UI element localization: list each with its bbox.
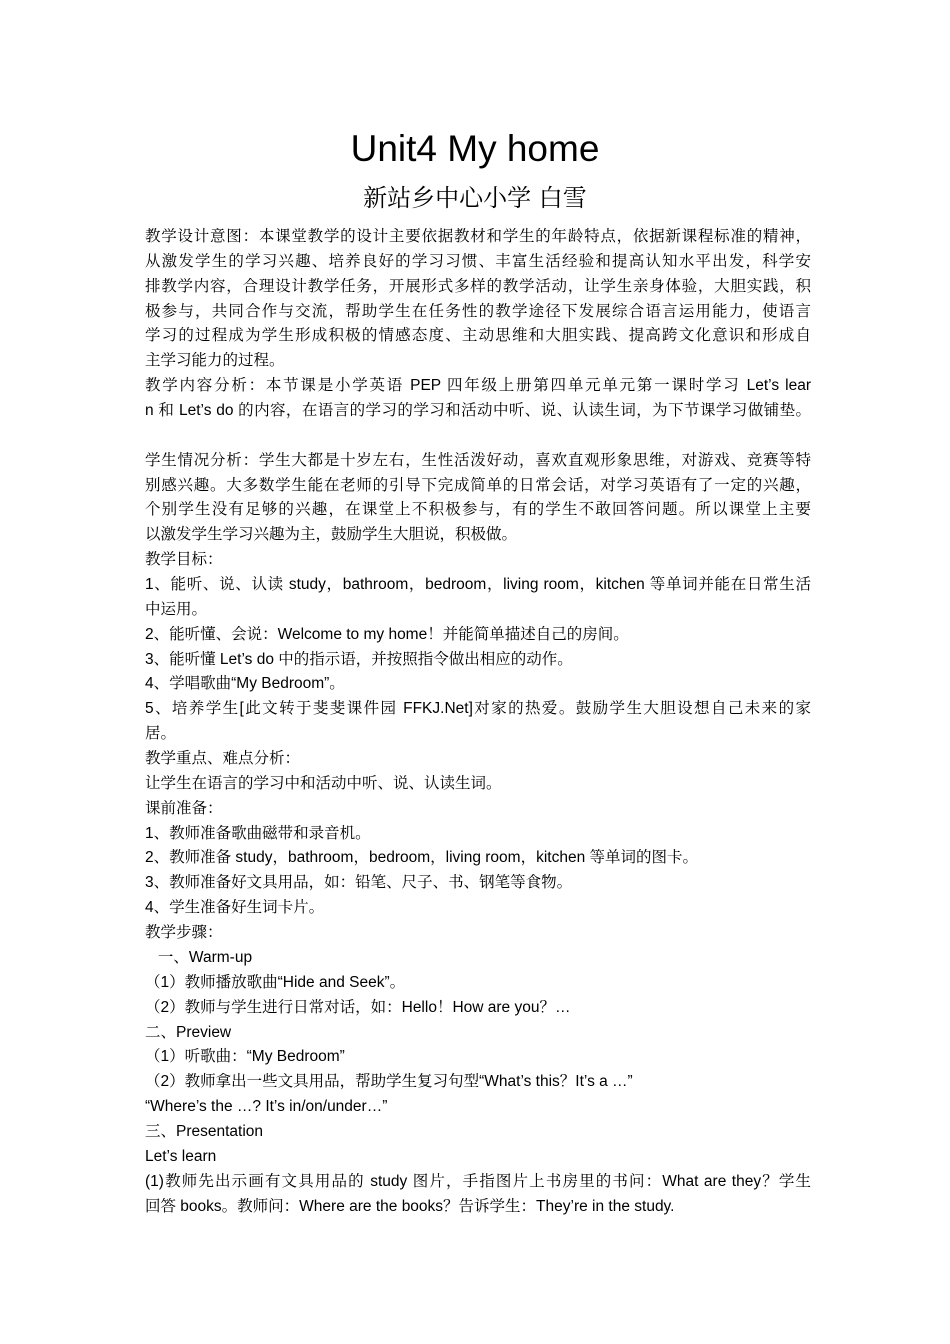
document-body	[145, 225, 811, 1219]
text-line: 教学步骤：	[145, 924, 223, 942]
text-line: 主学习能力的过程。	[145, 352, 285, 370]
text-line: 教学目标：	[145, 551, 223, 569]
text-line: 1、教师准备歌曲磁带和录音机。	[145, 824, 371, 842]
document-subtitle: 新站乡中心小学 白雪	[363, 184, 587, 212]
blank-line	[145, 424, 811, 449]
text-line: （2）教师拿出一些文具用品，帮助学生复习句型“What’s this？It’s a …”	[145, 1073, 633, 1091]
text-line: 1、能听、说、认读 study，bathroom，bedroom，living room，kitchen 等单词并能在日常生活	[145, 576, 811, 594]
text-line: 4、学生准备好生词卡片。	[145, 899, 325, 917]
text-line: 3、能听懂 Let’s do 中的指示语，并按照指令做出相应的动作。	[145, 650, 573, 668]
text-line: 教学重点、难点分析：	[145, 750, 301, 768]
text-line: (1)教师先出示画有文具用品的 study 图片，手指图片上书房里的书问：What are they？学生	[145, 1172, 811, 1190]
text-line: 5、培养学生[此文转于斐斐课件园 FFKJ.Net]对家的热爱。鼓励学生大胆设想自己未来的家	[145, 700, 811, 718]
text-line: 学习的过程成为学生形成积极的情感态度、主动思维和大胆实践、提高跨文化意识和形成自	[145, 327, 811, 345]
text-line: 课前准备：	[145, 799, 223, 817]
text-line: 教学设计意图：本课堂教学的设计主要依据教材和学生的年龄特点，依据新课程标准的精神，	[145, 228, 811, 245]
text-line: （2）教师与学生进行日常对话，如：Hello！How are you？…	[145, 998, 571, 1016]
text-line: 极参与，共同合作与交流，帮助学生在任务性的教学途径下发展综合语言运用能力，使语言	[145, 302, 811, 320]
text-line: 二、Preview	[145, 1023, 232, 1041]
text-line: 2、能听懂、会说：Welcome to my home！并能简单描述自己的房间。	[145, 625, 629, 643]
text-line: 中运用。	[145, 600, 208, 618]
text-line: 学生情况分析：学生大都是十岁左右，生性活泼好动，喜欢直观形象思维，对游戏、竞赛等特	[145, 451, 811, 469]
text-line: （1）教师播放歌曲“Hide and Seek”。	[145, 973, 406, 991]
text-line: （1）听歌曲：“My Bedroom”	[145, 1048, 345, 1066]
text-line: 个别学生没有足够的兴趣，在课堂上不积极参与，有的学生不敢回答问题。所以课堂上主要	[145, 501, 811, 519]
text-line: 回答 books。教师问：Where are the books？告诉学生：They’re in the study.	[145, 1197, 675, 1215]
text-line: 一、Warm-up	[145, 948, 253, 966]
text-line: 排教学内容，合理设计教学任务，开展形式多样的教学活动，让学生亲身体验，大胆实践，积	[145, 277, 811, 295]
text-line: 4、学唱歌曲“My Bedroom”。	[145, 675, 345, 693]
text-line: n 和 Let’s do 的内容，在语言的学习的学习和活动中听、说、认读生词，为下节课学习做铺垫。	[145, 402, 811, 420]
text-line: 让学生在语言的学习中和活动中听、说、认读生词。	[145, 774, 502, 792]
text-line: 2、教师准备 study，bathroom，bedroom，living room，kitchen 等单词的图卡。	[145, 849, 698, 867]
text-line: Let’s learn	[145, 1147, 217, 1165]
text-line: 以激发学生学习兴趣为主，鼓励学生大胆说，积极做。	[145, 526, 518, 544]
text-line: 别感兴趣。大多数学生能在老师的引导下完成简单的日常会话，对学习英语有了一定的兴趣，	[145, 476, 811, 494]
text-line: 教学内容分析：本节课是小学英语 PEP 四年级上册第四单元单元第一课时学习 Let’s lear	[145, 377, 811, 395]
text-line: 三、Presentation	[145, 1122, 264, 1140]
text-line: 居。	[145, 725, 177, 743]
text-line: “Where’s the …? It’s in/on/under…”	[145, 1098, 388, 1116]
text-line: 3、教师准备好文具用品，如：铅笔、尺子、书、钢笔等食物。	[145, 874, 573, 892]
document-title: Unit4 My home	[350, 128, 600, 169]
text-line: 从激发学生的学习兴趣、培养良好的学习习惯、丰富生活经验和提高认知水平出发，科学安	[145, 252, 811, 270]
